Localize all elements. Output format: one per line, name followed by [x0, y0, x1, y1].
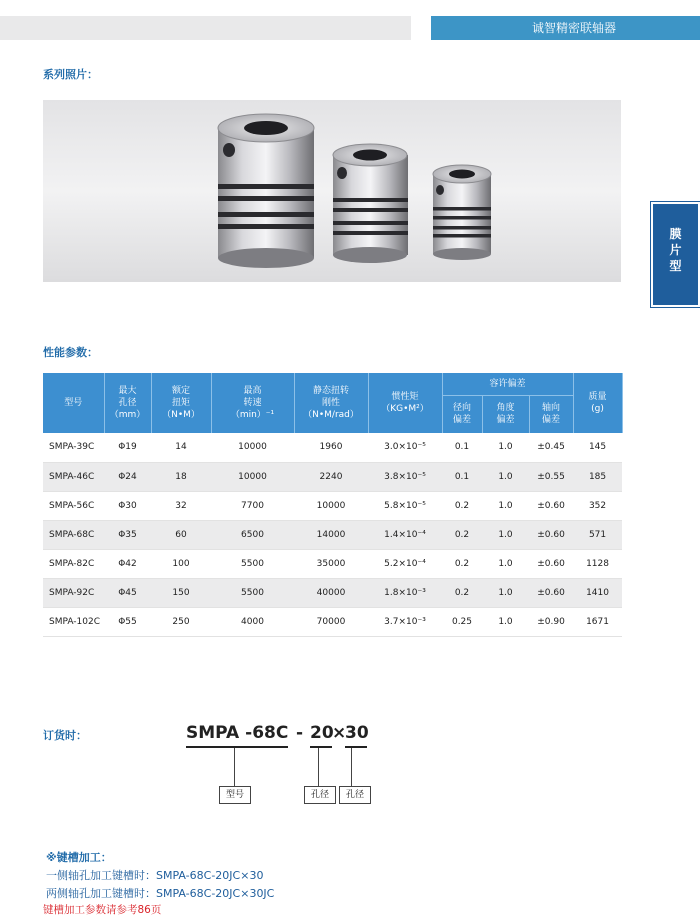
table-row	[43, 491, 622, 520]
cell-mass: 1671	[586, 616, 609, 627]
cell-bore: Φ55	[118, 616, 137, 627]
cell-stiffness: 40000	[294, 578, 368, 607]
order-underline-bore-1	[310, 746, 332, 748]
cell-radial: 0.25	[451, 616, 473, 627]
cell-angular: 1.0	[482, 520, 529, 549]
cell-radial: 0.1	[442, 462, 482, 491]
cell-angular: 1.0	[498, 500, 513, 511]
order-code-model: SMPA -68C	[186, 723, 289, 743]
header-left-band	[0, 16, 411, 40]
cell-angular: 1.0	[482, 578, 529, 607]
keyway-notes-title: ※键槽加工：	[46, 851, 112, 864]
cell-inertia: 3.8×10⁻⁵	[368, 462, 442, 491]
order-code-bore-2: 30	[345, 723, 369, 743]
cell-angular: 1.0	[482, 462, 529, 491]
cell-torque: 150	[151, 578, 211, 607]
th-radial-deviation: 径向 偏差	[442, 395, 482, 433]
cell-angular: 1.0	[498, 442, 513, 453]
cell-model: SMPA-102C	[49, 616, 100, 627]
cell-angular: 1.0	[498, 558, 513, 569]
cell-speed: 10000	[211, 462, 294, 491]
th-rated-torque: 额定 扭矩 （N•M）	[151, 373, 211, 433]
cell-torque: 32	[175, 500, 187, 511]
cell-radial: 0.2	[442, 578, 482, 607]
cell-axial: ±0.55	[529, 462, 573, 491]
table-row	[43, 578, 622, 607]
cell-axial: ±0.60	[537, 500, 565, 511]
cell-bore: Φ19	[118, 442, 137, 453]
cell-inertia: 1.8×10⁻³	[368, 578, 442, 607]
cell-model: SMPA-92C	[43, 578, 104, 607]
product-photo	[43, 100, 621, 282]
cell-inertia: 1.4×10⁻⁴	[368, 520, 442, 549]
table-row	[43, 549, 622, 578]
cell-speed: 10000	[238, 442, 267, 453]
cell-stiffness: 14000	[294, 520, 368, 549]
table-row	[43, 520, 622, 549]
cell-axial: ±0.90	[537, 616, 565, 627]
side-tab-char-3: 型	[669, 259, 682, 273]
cell-angular: 1.0	[498, 616, 513, 627]
cell-bore: Φ35	[104, 520, 151, 549]
cell-torque: 250	[172, 616, 190, 627]
cell-inertia: 5.2×10⁻⁴	[384, 558, 426, 569]
th-inertia: 惯性矩 （KG•M²）	[368, 373, 442, 433]
cell-mass: 571	[573, 520, 622, 549]
order-underline-bore-2	[345, 746, 367, 748]
side-tab-char-1: 膜	[669, 227, 682, 241]
coupling-photo-illustration	[43, 100, 621, 282]
table-row	[43, 607, 622, 636]
cell-axial: ±0.45	[537, 442, 565, 453]
cell-bore: Φ24	[104, 462, 151, 491]
order-code-dash: -	[296, 723, 304, 743]
cell-speed: 5500	[211, 578, 294, 607]
cell-model: SMPA-56C	[49, 500, 95, 511]
th-max-bore: 最大 孔径 （mm）	[104, 373, 151, 433]
order-label-bore-2: 孔径	[339, 786, 371, 804]
category-side-tab	[651, 202, 700, 307]
cell-torque: 14	[175, 442, 187, 453]
cell-radial: 0.2	[454, 558, 470, 569]
cell-mass: 185	[573, 462, 622, 491]
cell-stiffness: 2240	[294, 462, 368, 491]
cell-model: SMPA-68C	[43, 520, 104, 549]
cell-speed: 6500	[211, 520, 294, 549]
cell-mass: 145	[588, 442, 607, 453]
photo-section-title: 系列照片：	[43, 68, 98, 81]
cell-mass: 352	[588, 500, 607, 511]
medium-coupling	[333, 144, 408, 263]
keyway-note-one-side: 一侧轴孔加工键槽时：SMPA-68C-20JC×30	[46, 869, 264, 882]
th-mass: 质量 (g)	[573, 373, 622, 433]
keyway-note-two-sides: 两侧轴孔加工键槽时：SMPA-68C-20JC×30JC	[46, 887, 275, 900]
order-connector-bore-2	[351, 748, 352, 786]
cell-model: SMPA-39C	[49, 442, 95, 453]
th-allowable-deviation: 容许偏差	[442, 373, 573, 395]
cell-model: SMPA-46C	[43, 462, 104, 491]
th-axial-deviation: 轴向 偏差	[529, 395, 573, 433]
cell-mass: 1410	[573, 578, 622, 607]
cell-stiffness: 70000	[316, 616, 346, 627]
small-coupling	[433, 165, 491, 260]
cell-torque: 100	[172, 558, 190, 569]
th-angular-deviation: 角度 偏差	[482, 395, 529, 433]
cell-mass: 1128	[586, 558, 609, 569]
th-model: 型号	[43, 373, 104, 433]
table-row	[43, 433, 622, 462]
cell-bore: Φ30	[118, 500, 137, 511]
order-code-times: ×	[332, 723, 347, 743]
spec-table	[43, 373, 623, 637]
header-title: 诚智精密联轴器	[431, 16, 700, 40]
cell-speed: 7700	[241, 500, 264, 511]
cell-radial: 0.2	[442, 520, 482, 549]
th-static-stiffness: 静态扭转 刚性 （N•M/rad）	[294, 373, 368, 433]
order-code-bore-1: 20	[310, 723, 334, 743]
cell-stiffness: 1960	[319, 442, 343, 453]
cell-axial: ±0.60	[529, 520, 573, 549]
cell-radial: 0.2	[454, 500, 470, 511]
spec-section-title: 性能参数：	[43, 346, 98, 359]
order-label-model: 型号	[219, 786, 251, 804]
cell-speed: 4000	[241, 616, 264, 627]
cell-speed: 5500	[241, 558, 264, 569]
cell-bore: Φ45	[104, 578, 151, 607]
cell-inertia: 3.7×10⁻³	[384, 616, 426, 627]
cell-model: SMPA-82C	[49, 558, 95, 569]
th-max-speed: 最高 转速 （min）⁻¹	[211, 373, 294, 433]
keyway-footnote: 键槽加工参数请参考86页	[43, 904, 162, 916]
cell-axial: ±0.60	[529, 578, 573, 607]
order-connector-model	[234, 748, 235, 786]
order-underline-model	[186, 746, 288, 748]
cell-torque: 60	[151, 520, 211, 549]
cell-stiffness: 35000	[316, 558, 346, 569]
order-connector-bore-1	[318, 748, 319, 786]
cell-stiffness: 10000	[316, 500, 346, 511]
cell-radial: 0.1	[454, 442, 470, 453]
table-row	[43, 462, 622, 491]
cell-axial: ±0.60	[537, 558, 565, 569]
cell-inertia: 5.8×10⁻⁵	[384, 500, 426, 511]
cell-bore: Φ42	[118, 558, 137, 569]
order-label-bore-1: 孔径	[304, 786, 336, 804]
cell-inertia: 3.0×10⁻⁵	[384, 442, 426, 453]
cell-torque: 18	[151, 462, 211, 491]
side-tab-char-2: 片	[669, 243, 682, 257]
order-section-title: 订货时：	[43, 729, 87, 742]
large-coupling	[218, 114, 314, 268]
